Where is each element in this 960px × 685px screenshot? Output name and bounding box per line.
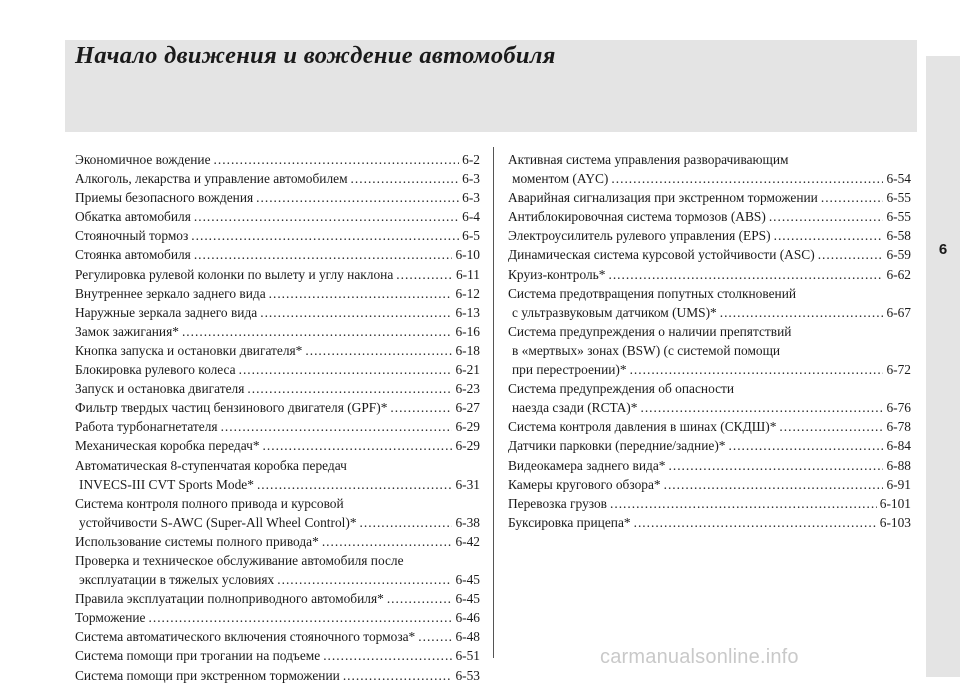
toc-entry-title: Система помощи при экстренном торможении bbox=[75, 667, 340, 683]
toc-entry-title: Видеокамера заднего вида* bbox=[508, 457, 666, 473]
toc-entry-page: 6-62 bbox=[886, 266, 911, 282]
dot-leader bbox=[277, 570, 452, 589]
dot-leader bbox=[634, 513, 877, 532]
dot-leader bbox=[221, 417, 453, 436]
toc-entry-title: Использование системы полного привода* bbox=[75, 533, 319, 549]
toc-entry[interactable] bbox=[508, 322, 911, 379]
toc-entry[interactable] bbox=[508, 417, 911, 436]
toc-entry-title: наезда сзади (RCTA)* bbox=[512, 400, 638, 416]
toc-entry-title: Камеры кругового обзора* bbox=[508, 476, 661, 492]
toc-entry[interactable] bbox=[508, 150, 911, 188]
dot-leader bbox=[191, 226, 459, 245]
toc-entry-page: 6-27 bbox=[455, 400, 480, 416]
toc-entry-title: Правила эксплуатации полноприводного автомобиля* bbox=[75, 591, 384, 607]
toc-entry[interactable] bbox=[508, 436, 911, 455]
toc-entry[interactable] bbox=[75, 551, 480, 589]
dot-leader bbox=[257, 475, 453, 494]
toc-entry-title-line: в «мертвых» зонах (BSW) (с системой помощи bbox=[512, 342, 781, 358]
dot-leader bbox=[387, 589, 453, 608]
toc-entry-page: 6-51 bbox=[455, 648, 480, 664]
toc-entry-page: 6-59 bbox=[886, 247, 911, 263]
dot-leader bbox=[343, 666, 453, 685]
toc-entry-title: устойчивости S-AWC (Super-All Wheel Control)* bbox=[79, 514, 357, 530]
dot-leader bbox=[322, 532, 453, 551]
toc-entry[interactable] bbox=[508, 226, 911, 245]
toc-entry-title: Динамическая система курсовой устойчивости (ASC) bbox=[508, 247, 815, 263]
toc-entry[interactable] bbox=[75, 322, 480, 341]
toc-entry-page: 6-4 bbox=[462, 209, 480, 225]
dot-leader bbox=[608, 265, 883, 284]
toc-entry-page: 6-72 bbox=[886, 362, 911, 378]
toc-entry[interactable] bbox=[75, 627, 480, 646]
toc-entry[interactable] bbox=[75, 379, 480, 398]
toc-entry-page: 6-23 bbox=[455, 381, 480, 397]
dot-leader bbox=[774, 226, 884, 245]
toc-entry-title: Алкоголь, лекарства и управление автомобилем bbox=[75, 171, 348, 187]
dot-leader bbox=[260, 303, 452, 322]
toc-entry-title: Буксировка прицепа* bbox=[508, 514, 631, 530]
toc-entry-title: с ультразвуковым датчиком (UMS)* bbox=[512, 304, 717, 320]
toc-entry[interactable] bbox=[75, 532, 480, 551]
dot-leader bbox=[630, 360, 884, 379]
toc-entry-title: Аварийная сигнализация при экстренном торможении bbox=[508, 190, 818, 206]
dot-leader bbox=[323, 646, 452, 665]
toc-entry-page: 6-10 bbox=[455, 247, 480, 263]
toc-entry[interactable] bbox=[508, 379, 911, 417]
dot-leader bbox=[214, 150, 460, 169]
toc-entry[interactable] bbox=[75, 398, 480, 417]
toc-entry-page: 6-45 bbox=[455, 572, 480, 588]
toc-entry[interactable] bbox=[75, 169, 480, 188]
dot-leader bbox=[182, 322, 453, 341]
toc-entry-page: 6-84 bbox=[886, 438, 911, 454]
toc-entry[interactable] bbox=[508, 207, 911, 226]
toc-entry-title-line: Система предупреждения об опасности bbox=[508, 381, 735, 397]
toc-entry[interactable] bbox=[508, 245, 911, 264]
toc-entry[interactable] bbox=[75, 360, 480, 379]
toc-entry-page: 6-29 bbox=[455, 419, 480, 435]
dot-leader bbox=[360, 513, 453, 532]
toc-entry-page: 6-55 bbox=[886, 209, 911, 225]
dot-leader bbox=[269, 284, 453, 303]
toc-entry-title-line: Проверка и техническое обслуживание автомобиля после bbox=[75, 552, 404, 568]
toc-entry-page: 6-48 bbox=[455, 629, 480, 645]
toc-entry[interactable] bbox=[75, 417, 480, 436]
dot-leader bbox=[664, 475, 884, 494]
toc-entry[interactable] bbox=[508, 284, 911, 322]
toc-entry-page: 6-91 bbox=[886, 476, 911, 492]
toc-entry-title-line: Активная система управления разворачивающим bbox=[508, 152, 789, 167]
toc-entry-page: 6-21 bbox=[455, 362, 480, 378]
toc-entry[interactable] bbox=[75, 284, 480, 303]
toc-entry-title: Перевозка грузов bbox=[508, 495, 607, 511]
column-divider bbox=[493, 147, 494, 658]
toc-entry-title: Система контроля давления в шинах (СКДШ)* bbox=[508, 419, 777, 435]
toc-entry-title-line: Автоматическая 8-ступенчатая коробка передач bbox=[75, 457, 347, 473]
dot-leader bbox=[396, 265, 453, 284]
toc-entry-page: 6-16 bbox=[455, 323, 480, 339]
toc-entry[interactable] bbox=[75, 341, 480, 360]
dot-leader bbox=[194, 207, 459, 226]
toc-entry-title: Стоянка автомобиля bbox=[75, 247, 191, 263]
toc-entry-page: 6-55 bbox=[886, 190, 911, 206]
toc-entry-title: Механическая коробка передач* bbox=[75, 438, 260, 454]
toc-entry[interactable] bbox=[75, 245, 480, 264]
dot-leader bbox=[305, 341, 452, 360]
toc-entry-title: Антиблокировочная система тормозов (ABS) bbox=[508, 209, 766, 225]
toc-entry[interactable] bbox=[75, 303, 480, 322]
toc-entry[interactable] bbox=[508, 513, 911, 532]
toc-left-column bbox=[75, 150, 480, 685]
dot-leader bbox=[239, 360, 453, 379]
toc-entry-page: 6-31 bbox=[455, 476, 480, 492]
toc-entry-title-line: Система предупреждения о наличии препятствий bbox=[508, 323, 792, 339]
toc-entry-title: Наружные зеркала заднего вида bbox=[75, 304, 258, 320]
toc-entry-page: 6-42 bbox=[455, 533, 480, 549]
toc-entry[interactable] bbox=[75, 646, 480, 665]
toc-entry-title: Кнопка запуска и остановки двигателя* bbox=[75, 342, 303, 358]
toc-entry-title: Датчики парковки (передние/задние)* bbox=[508, 438, 726, 454]
dot-leader bbox=[821, 188, 884, 207]
toc-entry[interactable] bbox=[75, 226, 480, 245]
toc-entry-page: 6-88 bbox=[886, 457, 911, 473]
toc-entry-page: 6-18 bbox=[455, 342, 480, 358]
dot-leader bbox=[247, 379, 452, 398]
toc-entry[interactable] bbox=[75, 436, 480, 455]
toc-entry[interactable] bbox=[508, 475, 911, 494]
toc-entry-page: 6-13 bbox=[455, 304, 480, 320]
dot-leader bbox=[256, 188, 459, 207]
toc-entry-title: Регулировка рулевой колонки по вылету и углу наклона bbox=[75, 266, 394, 282]
toc-entry-page: 6-2 bbox=[462, 152, 480, 167]
dot-leader bbox=[818, 245, 884, 264]
toc-entry-title: Система автоматического включения стояночного тормоза* bbox=[75, 629, 416, 645]
toc-entry-title: Круиз-контроль* bbox=[508, 266, 606, 282]
toc-entry[interactable] bbox=[75, 207, 480, 226]
toc-entry-title: Фильтр твердых частиц бензинового двигателя (GPF)* bbox=[75, 400, 388, 416]
toc-entry-page: 6-38 bbox=[455, 514, 480, 530]
chapter-title: Начало движения и вождение автомобиля bbox=[75, 42, 556, 69]
toc-entry-page: 6-53 bbox=[455, 667, 480, 683]
toc-entry-title: Запуск и остановка двигателя bbox=[75, 381, 245, 397]
dot-leader bbox=[611, 169, 883, 188]
toc-right-column bbox=[508, 150, 911, 532]
dot-leader bbox=[610, 494, 877, 513]
toc-entry[interactable] bbox=[75, 456, 480, 494]
toc-entry-page: 6-76 bbox=[886, 400, 911, 416]
dot-leader bbox=[669, 456, 884, 475]
dot-leader bbox=[779, 417, 883, 436]
toc-entry-page: 6-101 bbox=[879, 495, 911, 511]
dot-leader bbox=[769, 207, 884, 226]
dot-leader bbox=[390, 398, 452, 417]
chapter-number: 6 bbox=[938, 241, 948, 258]
dot-leader bbox=[263, 436, 453, 455]
dot-leader bbox=[194, 245, 453, 264]
toc-entry[interactable] bbox=[508, 456, 911, 475]
toc-entry-title: эксплуатации в тяжелых условиях bbox=[79, 572, 275, 588]
dot-leader bbox=[640, 398, 883, 417]
toc-entry-title-line: Система предотвращения попутных столкновений bbox=[508, 285, 797, 301]
toc-entry-page: 6-78 bbox=[886, 419, 911, 435]
toc-entry[interactable] bbox=[508, 494, 911, 513]
toc-entry-page: 6-29 bbox=[455, 438, 480, 454]
toc-entry-title: Система помощи при трогании на подъеме bbox=[75, 648, 321, 664]
toc-entry-page: 6-46 bbox=[455, 610, 480, 626]
toc-entry-page: 6-3 bbox=[462, 190, 480, 206]
toc-entry-title-line: Система контроля полного привода и курсовой bbox=[75, 495, 344, 511]
toc-entry-title: Экономичное вождение bbox=[75, 152, 211, 167]
toc-entry-page: 6-5 bbox=[462, 228, 480, 244]
dot-leader bbox=[720, 303, 884, 322]
toc-entry[interactable] bbox=[75, 494, 480, 532]
toc-entry-page: 6-3 bbox=[462, 171, 480, 187]
toc-entry[interactable] bbox=[75, 666, 480, 685]
toc-entry[interactable] bbox=[508, 188, 911, 207]
dot-leader bbox=[729, 436, 884, 455]
toc-entry-page: 6-67 bbox=[886, 304, 911, 320]
dot-leader bbox=[418, 627, 452, 646]
chapter-side-tab bbox=[926, 56, 960, 677]
toc-entry[interactable] bbox=[508, 265, 911, 284]
toc-entry-title: INVECS-III CVT Sports Mode* bbox=[79, 476, 254, 492]
toc-entry[interactable] bbox=[75, 150, 480, 169]
toc-entry-title: Обкатка автомобиля bbox=[75, 209, 191, 225]
toc-entry[interactable] bbox=[75, 608, 480, 627]
toc-entry-title: Электроусилитель рулевого управления (EPS) bbox=[508, 228, 771, 244]
dot-leader bbox=[149, 608, 453, 627]
toc-entry-title: Замок зажигания* bbox=[75, 323, 179, 339]
toc-entry-title: Внутреннее зеркало заднего вида bbox=[75, 285, 266, 301]
toc-entry-page: 6-54 bbox=[886, 171, 911, 187]
toc-entry-title: Стояночный тормоз bbox=[75, 228, 189, 244]
toc-entry-title: моментом (AYC) bbox=[512, 171, 609, 187]
toc-entry-page: 6-103 bbox=[879, 514, 911, 530]
toc-entry-page: 6-58 bbox=[886, 228, 911, 244]
toc-entry-title: Блокировка рулевого колеса bbox=[75, 362, 236, 378]
chapter-header bbox=[65, 40, 917, 132]
toc-entry-title: Торможение bbox=[75, 610, 146, 626]
toc-entry-page: 6-12 bbox=[455, 285, 480, 301]
toc-entry[interactable] bbox=[75, 589, 480, 608]
toc-entry-title: при перестроении)* bbox=[512, 362, 627, 378]
dot-leader bbox=[351, 169, 460, 188]
toc-entry-title: Работа турбонагнетателя bbox=[75, 419, 218, 435]
toc-entry-page: 6-45 bbox=[455, 591, 480, 607]
toc-entry-page: 6-11 bbox=[455, 266, 480, 282]
toc-entry[interactable] bbox=[75, 188, 480, 207]
toc-entry[interactable] bbox=[75, 265, 480, 284]
watermark: carmanualsonline.info bbox=[600, 646, 799, 668]
toc-entry-title: Приемы безопасного вождения bbox=[75, 190, 254, 206]
